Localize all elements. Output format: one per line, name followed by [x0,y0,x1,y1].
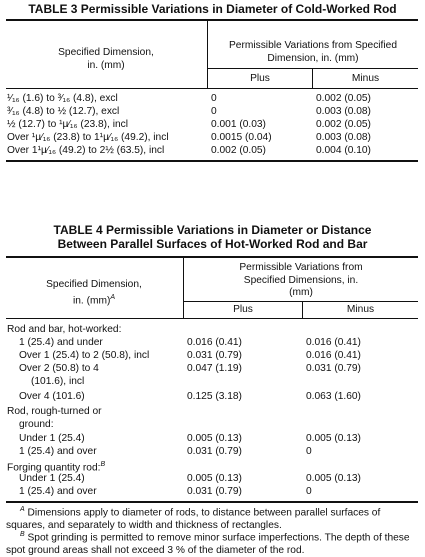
table3-header-rule [6,88,418,89]
table4-row-plus: 0.005 (0.13) [187,473,242,484]
table4-spec-header-line2: in. (mm) [72,294,111,306]
table3-row1-dimension: ¹⁄₁₆ (1.6) to ³⁄₁₆ (4.8), excl [7,93,118,104]
table4-row-dimension: 1 (25.4) and over [19,446,97,457]
table4-row-dimension: Under 1 (25.4) [19,473,85,484]
table3-row1-plus: 0 [211,93,217,104]
table3-top-rule [6,19,418,21]
table4-row-plus: 0.031 (0.79) [187,350,242,361]
table3-variations-header [208,40,418,65]
table4-row-dimension: Over 2 (50.8) to 4 [19,363,99,374]
table4-row-plus: 0.005 (0.13) [187,433,242,444]
table4-spec-header [6,279,182,307]
table3-bottom-rule [6,160,418,162]
table4-row-plus: 0.016 (0.41) [187,337,242,348]
table3-minus-header: Minus [351,73,380,84]
table4-row-minus: 0 [306,486,312,497]
table4-footnote-ref-a: A [110,293,116,301]
table4-subheader-rule [184,301,418,302]
footnote-b-text: Spot grinding is permitted to remove minor surface imperfections. The depth of these spot ground areas shall not exceed 3 % of the diameter of the rod. [6,532,410,556]
table4-title-line1: TABLE 4 Permissible Variations in Diameter or Distance [53,223,372,237]
table4-title-line2: Between Parallel Surfaces of Hot-Worked Rod and Bar [57,237,368,251]
table4-variations-line3: (mm) [289,287,313,298]
table4-minus-header: Minus [346,304,375,315]
table4-row-minus: 0.005 (0.13) [306,433,361,444]
table4-footnote-b [6,529,418,557]
table4-row-minus: 0.063 (1.60) [306,391,361,402]
footnote-b-mark: B [20,531,25,538]
table3-row4-plus: 0.0015 (0.04) [211,132,272,143]
table4-row-dimension: 1 (25.4) and under [19,337,103,348]
table4-row-dimension-continued: (101.6), incl [31,376,85,387]
table4-row-minus: 0.031 (0.79) [306,363,361,374]
table4-footnote-ref-b: B [100,461,106,468]
table4-row-plus: 0.031 (0.79) [187,446,242,457]
table3-row5-minus: 0.004 (0.10) [316,145,371,156]
table4-row-dimension: Over 4 (101.6) [19,391,85,402]
table4-variations-line2: Specified Dimensions, in. [243,274,359,286]
table3-row2-minus: 0.003 (0.08) [316,106,371,117]
table4-title [0,223,425,251]
table4-row-dimension: Over 1 (25.4) to 2 (50.8), incl [19,350,150,361]
table3-row2-dimension: ³⁄₁₆ (4.8) to ½ (12.7), excl [7,106,120,117]
footnote-a-mark: A [20,506,25,513]
table4-row-minus: 0.005 (0.13) [306,473,361,484]
table4-top-rule [6,256,418,258]
table3-row1-minus: 0.002 (0.05) [316,93,371,104]
table4-plus-header: Plus [233,304,253,315]
table3-row4-dimension: Over ¹µ⁄₁₆ (23.8) to 1¹µ⁄₁₆ (49.2), incl [7,132,169,143]
table3-row3-plus: 0.001 (0.03) [211,119,266,130]
table4-group-forging-label: Forging quantity rod: [7,462,101,474]
table3-row5-dimension: Over 1¹µ⁄₁₆ (49.2) to 2½ (63.5), incl [7,145,165,156]
table4-group-rough-turned-continued: ground: [19,419,54,430]
table4-row-minus: 0.016 (0.41) [306,350,361,361]
table4-row-minus: 0 [306,446,312,457]
table3-row5-plus: 0.002 (0.05) [211,145,266,156]
table3-row2-plus: 0 [211,106,217,117]
table4-group-rough-turned: Rod, rough-turned or [7,406,102,417]
table3-spec-header-line2: in. (mm) [87,59,125,71]
table3-row4-minus: 0.003 (0.08) [316,132,371,143]
table3-variations-line1: Permissible Variations from Specified [229,40,397,51]
table4-header-rule [6,318,418,319]
table4-row-plus: 0.125 (3.18) [187,391,242,402]
table3-plus-header: Plus [250,73,270,84]
table4-spec-header-line1: Specified Dimension, [46,279,142,290]
table3-spec-header-line1: Specified Dimension, [58,47,154,58]
table4-bottom-rule [6,501,418,503]
table3-spec-header [6,47,206,72]
table4-row-plus: 0.047 (1.19) [187,363,242,374]
table4-variations-line1: Permissible Variations from [239,262,363,273]
table4-row-dimension: 1 (25.4) and over [19,486,97,497]
table4-row-dimension: Under 1 (25.4) [19,433,85,444]
table3-title: TABLE 3 Permissible Variations in Diameter of Cold-Worked Rod [28,2,397,16]
table4-variations-header [184,262,418,300]
table3-row3-dimension: ½ (12.7) to ¹µ⁄₁₆ (23.8), incl [7,119,128,130]
footnote-a-text: Dimensions apply to diameter of rods, to distance between parallel surfaces of squares, and separately to width and thickness of rectangles. [6,507,381,531]
table3-row3-minus: 0.002 (0.05) [316,119,371,130]
table4-row-minus: 0.016 (0.41) [306,337,361,348]
table3-subheader-rule [208,68,418,69]
table4-row-plus: 0.031 (0.79) [187,486,242,497]
table4-group-hot-worked: Rod and bar, hot-worked: [7,324,122,335]
table3-variations-line2: Dimension, in. (mm) [267,52,359,64]
